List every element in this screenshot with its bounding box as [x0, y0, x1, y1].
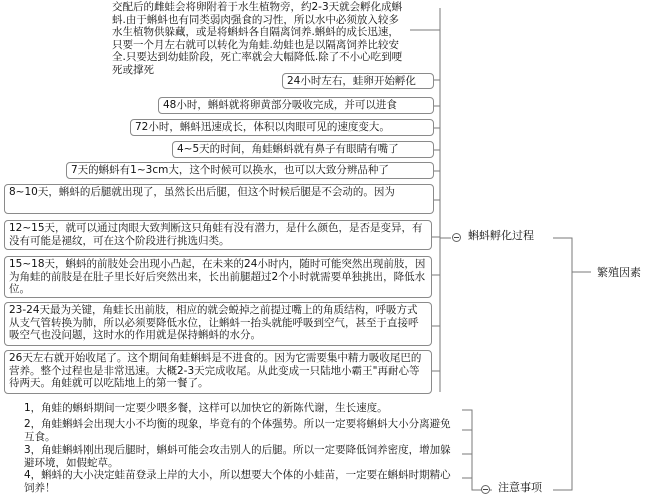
leaf-hatching-8-10days[interactable]: 8~10天，蝌蚪的后腿就出现了，虽然长出后腿，但这个时候后腿是不会动的。因为	[4, 184, 434, 214]
leaf-hatching-intro[interactable]: 交配后的雌蛙会将卵附着于水生植物旁，约2-3天就会孵化成蝌蚪.由于蝌蚪也有同类弱肉强食的习性，所以水中必须放入较多水生植物供躲藏，或是将蝌蚪各自隔离饲养.蝌蚪的成长迅速，只要一个月左右就可以转化为角蛙.幼蛙也是以隔离饲养比较安全.只要达到幼蛙阶段，死亡率就会大幅降低.除了不小心吃到哽死或撑死	[108, 0, 408, 68]
connector-branch-1-trunk	[440, 8, 451, 392]
collapse-toggle-icon[interactable]	[481, 485, 490, 494]
leaf-notes-3[interactable]: 3，角蛙蝌蚪刚出现后腿时，蝌蚪可能会攻击别人的后腿。所以一定要降低饲养密度，增加躲避环境，如假蛇草。	[20, 443, 462, 469]
connector-root-branch-1	[553, 238, 591, 272]
leaf-hatching-4-5days[interactable]: 4~5天的时间，角蛙蝌蚪就有鼻子有眼睛有嘴了	[172, 141, 434, 158]
leaf-hatching-7days[interactable]: 7天的蝌蚪有1~3cm大，这个时候可以换水，也可以大致分辨品种了	[66, 162, 434, 179]
leaf-hatching-26days[interactable]: 26天左右就开始收尾了。这个期间角蛙蝌蚪是不进食的。因为它需要集中精力吸收尾巴的营养。整个过程也是非常迅速。大概2-3天完成收尾。从此变成一只陆地小霸王"再耐心等待两天。角蛙就可以吃陆地上的第一餐了。	[4, 350, 432, 394]
leaf-hatching-48h[interactable]: 48小时，蝌蚪就将卵黄部分吸收完成，并可以进食	[158, 97, 434, 114]
leaf-notes-4[interactable]: 4，蝌蚪的大小决定蛙苗登录上岸的大小，所以想要大个体的小蛙苗，一定要在蝌蚪时期精心饲养！	[20, 468, 462, 496]
root-node-label[interactable]: 繁殖因素	[597, 266, 641, 279]
leaf-hatching-15-18days[interactable]: 15~18天，蝌蚪的前肢处会出现小凸起，在未来的24小时内，随时可能突然出现前肢，因为角蛙的前肢是在肚子里长好后突然出来，长出前腿超过2个小时就需要单独挑出，降低水位。	[4, 256, 432, 298]
leaf-hatching-23-24days[interactable]: 23-24天最为关键，角蛙长出前肢，相应的就会蜕掉之前提过嘴上的角质结构，呼吸方式从支气管转换为肺，所以必须要降低水位，让蝌蚪一抬头就能呼吸到空气，甚至于直接呼吸空气也没问题，这时水的作用就是保持蝌蚪的水分。	[4, 302, 432, 346]
branch-label-hatching[interactable]: 蝌蚪孵化过程	[468, 229, 534, 242]
branch-label-notes[interactable]: 注意事项	[498, 481, 542, 494]
leaf-hatching-12-15days[interactable]: 12~15天，就可以通过肉眼大致判断这只角蛙有没有潜力，是什么颜色，是否是变异，有没有可能是褪纹，可在这个阶段进行挑选归类。	[4, 220, 432, 250]
leaf-notes-1[interactable]: 1，角蛙的蝌蚪期间一定要少喂多餐，这样可以加快它的新陈代谢，生长速度。	[20, 401, 462, 417]
leaf-hatching-24h[interactable]: 24小时左右，蛙卵开始孵化	[282, 73, 434, 89]
connector-root-branch-2	[553, 272, 591, 490]
leaf-hatching-72h[interactable]: 72小时，蝌蚪迅速成长，体积以肉眼可见的速度变大。	[130, 119, 434, 136]
leaf-notes-2[interactable]: 2，角蛙蝌蚪会出现大小不均衡的现象，毕竟有的个体强势。所以一定要将蝌蚪大小分离避免互食。	[20, 417, 462, 444]
collapse-toggle-icon[interactable]	[452, 233, 461, 242]
